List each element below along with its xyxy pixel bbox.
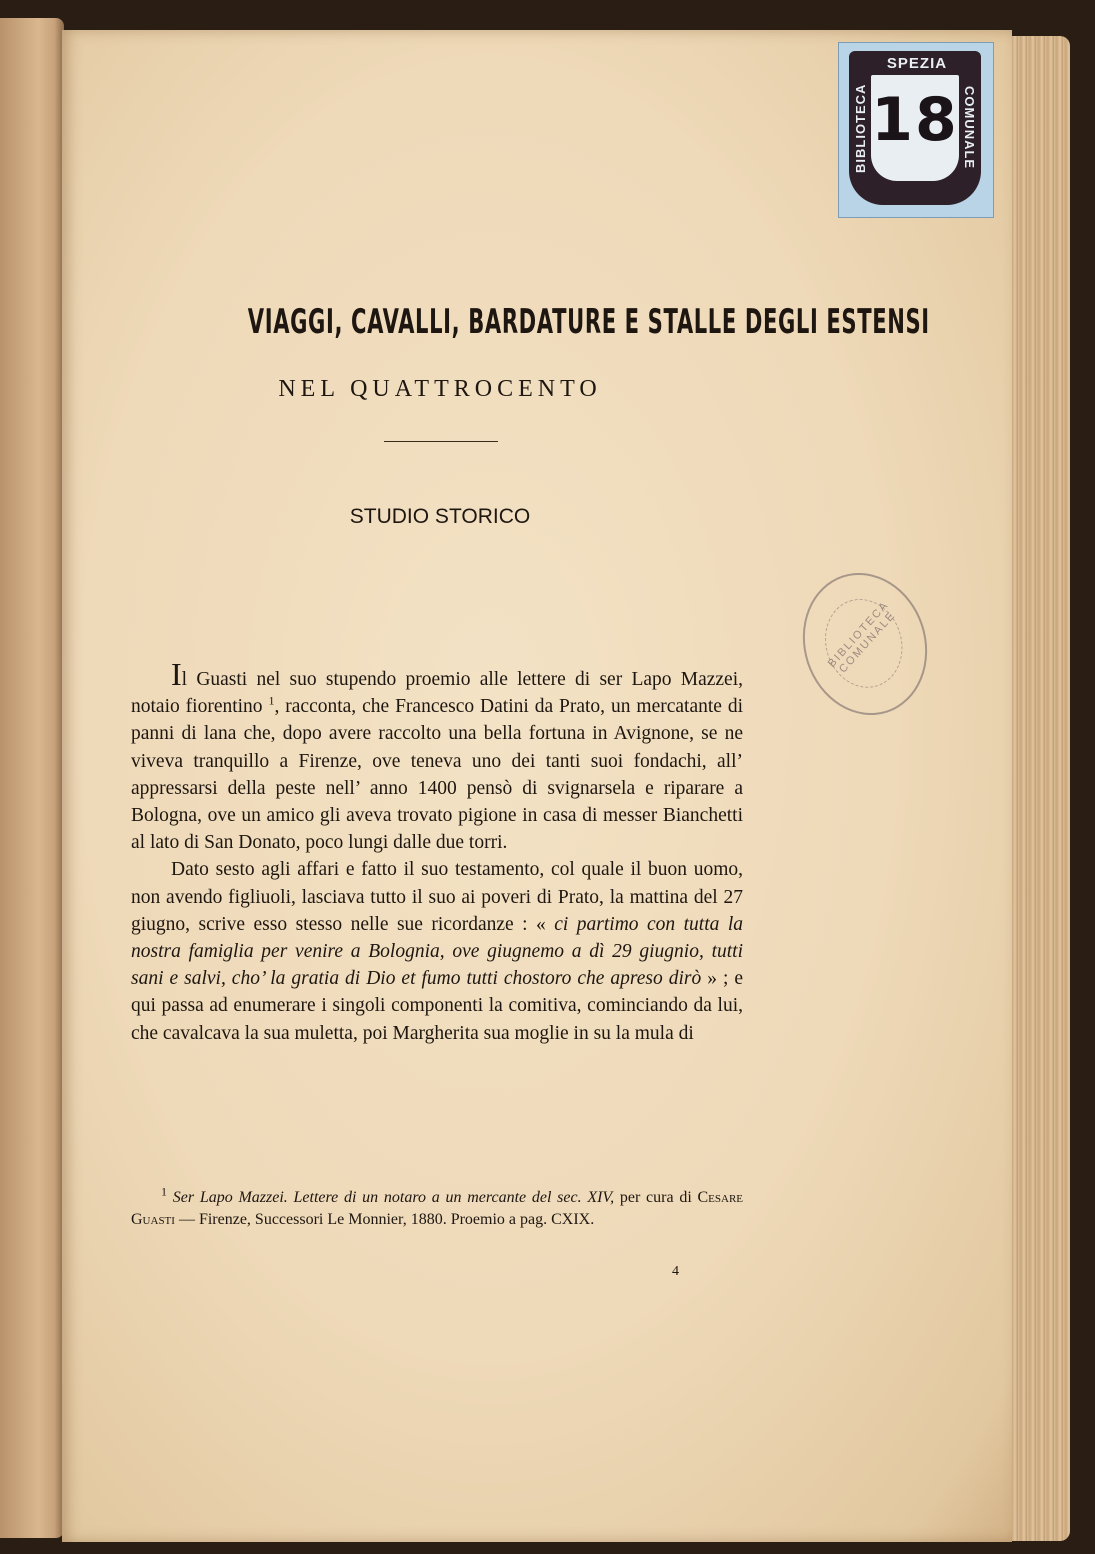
paragraph-1	[131, 656, 744, 856]
footnote-author: Cesare Guasti	[131, 1189, 744, 1228]
stamp-left-text: BIBLIOTECA	[853, 83, 868, 173]
page-subtitle: NEL QUATTROCENTO	[278, 376, 602, 402]
page-title: VIAGGI, CAVALLI, BARDATURE E STALLE DEGLI ESTENSI	[247, 302, 930, 342]
footnote-pre: per cura di	[614, 1189, 698, 1206]
library-label-stamp	[838, 42, 994, 218]
drop-cap: I	[171, 656, 182, 692]
footnote-title: Ser Lapo Mazzei. Lettere di un notaro a un mercante del sec. XIV,	[172, 1189, 615, 1206]
section-heading: STUDIO STORICO	[349, 505, 531, 528]
paragraph-2-text-b: » ; e qui passa ad enumerare i singoli componenti la comitiva, cominciando da lui, che cavalcava la sua muletta, poi Margherita sua moglie in su la mula di	[131, 968, 744, 1044]
footnote-number: 1	[161, 1184, 167, 1199]
footnote-post: — Firenze, Successori Le Monnier, 1880. Proemio a pag. CXIX.	[174, 1210, 595, 1228]
facing-page-edge	[0, 18, 64, 1538]
title-rule	[384, 441, 498, 442]
stamp-field	[871, 75, 959, 181]
stamp-city: SPEZIA	[886, 55, 948, 72]
page-number: 4	[672, 1264, 679, 1279]
shelf-number: 18	[871, 85, 959, 155]
stamp-frame	[849, 51, 981, 205]
paragraph-1-text-a: l Guasti nel suo stupendo proemio alle lettere di ser Lapo Mazzei, notaio fiorentino	[131, 669, 743, 718]
paragraph-2-quote: ci partimo con tutta la nostra famiglia per venire a Bolognia, ove giugnemo a dì 29 giugnio, tutti sani e salvi, cho’ la gratia di Dio et fumo tutti chostoro che apreso dirò	[131, 913, 743, 990]
footnote-ref[interactable]: 1	[268, 693, 275, 708]
paragraph-1-text-b: , racconta, che Francesco Datini da Prato, un mercatante di panni di lana che, dopo avere raccolto una bella fortuna in Avignone, se ne viveva tranquillo a Firenze, ove teneva uno dei tanti suoi fondachi, all’ appressarsi della peste nell’ anno 1400 pensò di svignarsela e riparare a Bologna, ove un amico gli aveva trovato pigione in casa di messer Bianchetti al lato di San Donato, poco lungi dalle due torri.	[131, 696, 744, 854]
stamp-right-text: COMUNALE	[962, 86, 977, 170]
body-text	[131, 656, 744, 1047]
paragraph-2	[131, 856, 743, 1046]
seal-text: BIBLIOTECA COMUNALE	[825, 598, 899, 676]
paragraph-2-text-a: Dato sesto agli affari e fatto il suo testamento, col quale il buon uomo, non avendo figliuoli, lasciava tutto il suo ai poveri di Prato, la mattina del 27 giugno, scrive esso stesso nelle sue ricordanze : «	[131, 859, 743, 935]
footnote	[131, 1184, 744, 1230]
